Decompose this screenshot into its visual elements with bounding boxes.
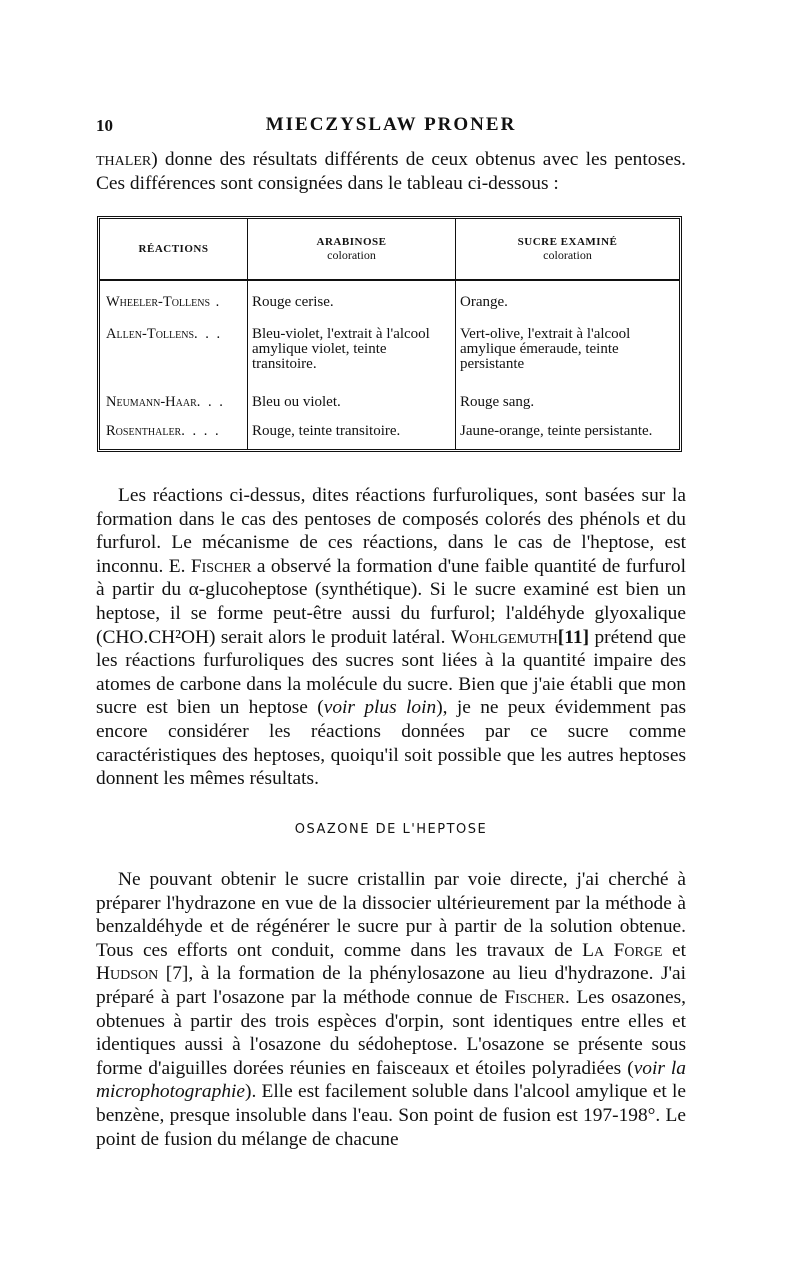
sucre-coloration: Orange. <box>460 294 508 310</box>
section-title: OSAZONE DE L'HEPTOSE <box>294 822 488 837</box>
table-row <box>100 420 679 449</box>
header-sucre-examine: SUCRE EXAMINÉ coloration <box>456 219 680 280</box>
page-header <box>96 112 686 140</box>
intro-paragraph <box>96 148 686 195</box>
author-name-hudson: Hudson <box>96 963 159 985</box>
body-paragraph-1: Les réactions ci-dessus, dites réactions furfuroliques, sont basées sur la formation dans le cas des pentoses de composés colorés des phénols et du furfurol. Le mécanisme de ces réactions, dans le cas de l'heptose, est inconnu. E. Fischer a observé la formation d'une faible quantité de furfurol à partir du α-glucoheptose (synthétique). Si le sucre examiné est bien un heptose, il se forme peut-être aussi du furfurol; l'aldéhyde glyoxalique (CHO.CH²OH) serait alors le produit latéral. Wohlgemuth[11] prétend que les réactions furfuroliques des sucres sont liées à la quantité impaire des atomes de carbone dans la molécule du sucre. Bien que j'aie établi que mon sucre est bien un heptose (voir plus loin), je ne peux évidemment pas encore considérer les réactions données par ce sucre comme caractéristiques des heptoses, quoiqu'il soit possible que les autres heptoses donnent les mêmes résultats. <box>96 485 686 790</box>
sucre-coloration: Vert-olive, l'extrait à l'alcool amylique émeraude, teinte persistante <box>460 326 631 373</box>
arabinose-coloration: Rouge, teinte transitoire. <box>248 420 456 449</box>
intro-text: donne des résultats différents de ceux obtenus avec les pentoses. Ces différences sont consignées dans le tableau ci-dessous : <box>96 149 686 194</box>
reaction-name: Neumann-Haar. . . <box>100 391 248 420</box>
running-head: MIECZYSLAW PRONER <box>265 114 517 135</box>
reactions-table <box>100 219 679 449</box>
reference-11: [11] <box>557 626 590 648</box>
table-row <box>100 391 679 420</box>
author-name-laforge: La Forge <box>582 939 663 961</box>
reaction-name: Wheeler-Tollens . <box>100 280 248 323</box>
arabinose-coloration: Bleu-violet, l'extrait à l'alcool amylique violet, teinte transitoire. <box>248 323 456 390</box>
author-name-fischer: Fischer. <box>504 986 570 1008</box>
arabinose-coloration: Rouge cerise. <box>248 280 456 323</box>
reactions-table-frame <box>97 216 682 452</box>
table-row <box>100 280 679 323</box>
cross-reference: voir plus loin <box>323 697 437 719</box>
header-arabinose: ARABINOSE coloration <box>248 219 456 280</box>
microphotograph-reference: voir la microphotographie <box>96 1057 686 1103</box>
sucre-coloration: Jaune-orange, teinte persistante. <box>460 422 653 439</box>
header-reactions: RÉACTIONS <box>100 219 248 280</box>
author-name-fischer: Fischer <box>190 555 252 577</box>
author-name-thaler: thaler) <box>96 149 158 170</box>
table-header-row <box>100 219 679 280</box>
body-paragraph-2: Ne pouvant obtenir le sucre cristallin par voie directe, j'ai cherché à préparer l'hydrazone en vue de la dissocier ultérieurement par la méthode à benzaldéhyde et de régénérer le sucre pur à partir de la solution obtenue. Tous ces efforts ont conduit, comme dans les travaux de La Forge et Hudson [7], à la formation de la phénylosazone au lieu d'hydrazone. J'ai préparé à part l'osazone par la méthode connue de Fischer. Les osazones, obtenues à partir des trois espèces d'orpin, sont identiques entre elles et identiques aussi à l'osazone du sédoheptose. L'osazone se présente sous forme d'aiguilles dorées réunies en faisceaux et étoiles polyradiées (voir la microphotographie). Elle est facilement soluble dans l'alcool amylique et le benzène, presque insoluble dans l'eau. Son point de fusion est 197-198°. Le point de fusion du mélange de chacune <box>96 869 687 1150</box>
arabinose-coloration: Bleu ou violet. <box>248 391 456 420</box>
page-number: 10 <box>96 116 113 135</box>
author-name-wohlgemuth: Wohlgemuth <box>450 626 558 648</box>
table-row <box>100 323 679 390</box>
reaction-name: Allen-Tollens. . . <box>100 323 248 390</box>
sucre-coloration: Rouge sang. <box>460 393 535 410</box>
reaction-name: Rosenthaler. . . . <box>100 420 248 449</box>
